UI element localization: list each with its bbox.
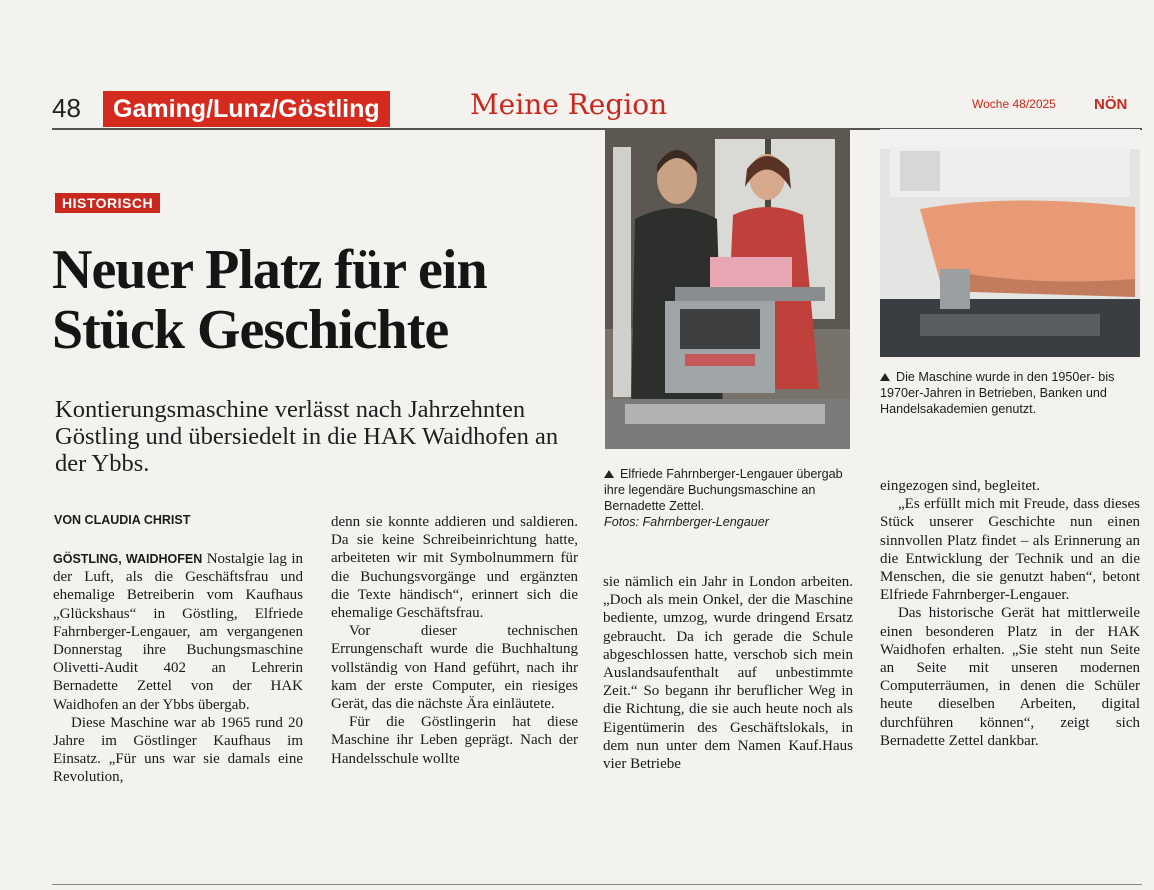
paragraph: „Es erfüllt mich mit Freude, dass dieses Stück unserer Geschichte nun einen sinnvollen Platz findet – als Erinnerung an die Entwicklung der Technik und an die Menschen, die sie genutzt haben“, betont Elfriede Fahrnberger-Lengauer. bbox=[880, 496, 1140, 604]
paragraph: Vor dieser technischen Errungenschaft wurde die Buchhaltung vollständig von Hand geführt, nach ihr kam der erste Computer, ein riesiges Gerät, das die nächste Ära einläutete. bbox=[331, 623, 578, 713]
caption-photo-machine: Die Maschine wurde in den 1950er- bis 1970er-Jahren in Betrieben, Banken und Handelsakademien genutzt. bbox=[880, 370, 1115, 416]
paragraph: Diese Maschine war ab 1965 rund 20 Jahre im Göstlinger Kaufhaus im Einsatz. „Für uns war sie damals eine Revolution, bbox=[53, 714, 303, 786]
paragraph: eingezogen sind, begleitet. bbox=[880, 478, 1040, 494]
photo-handover bbox=[605, 129, 850, 449]
dateline: GÖSTLING, WAIDHOFEN bbox=[53, 552, 203, 566]
photo-credit: Fotos: Fahrnberger-Lengauer bbox=[604, 515, 769, 529]
paragraph bbox=[53, 550, 303, 714]
brand-logo: NÖN bbox=[1094, 96, 1128, 113]
topic-tag: HISTORISCH bbox=[55, 193, 160, 213]
paragraph: Für die Göstlingerin hat diese Maschine ihr Leben geprägt. Nach der Handelsschule wollte bbox=[331, 714, 578, 767]
subheadline: Kontierungsmaschine verlässt nach Jahrzehnten Göstling und übersiedelt in die HAK Waidhofen an der Ybbs. bbox=[55, 396, 559, 477]
caption-photo-handover: Elfriede Fahrnberger-Lengauer übergab ihre legendäre Buchungsmaschine an Bernadette Zettel. Fotos: Fahrnberger-Lengauer bbox=[604, 467, 843, 529]
page-number: 48 bbox=[52, 93, 81, 123]
triangle-up-icon bbox=[880, 373, 890, 381]
bottom-rule bbox=[52, 884, 1142, 885]
paragraph: denn sie konnte addieren und saldieren. Da sie keine Schreibeinrichtung hatte, arbeiteten wir mit Symbolnummern für die Buchungsvorgänge und ergänzten die Texte händisch“, erinnert sich die ehemalige Geschäftsfrau. bbox=[331, 514, 578, 622]
triangle-up-icon bbox=[604, 470, 614, 478]
article-column-2 bbox=[331, 513, 578, 768]
article-column-4 bbox=[880, 477, 1140, 750]
article-column-1 bbox=[53, 550, 303, 787]
region-label: Meine Region bbox=[470, 88, 668, 121]
paragraph-text: Nostalgie lag in der Luft, als die Geschäftsfrau und ehemalige Betreiberin vom Kaufhaus „Glückshaus“ in Göstling, Elfriede Fahrnberger-Lengauer, am vergangenen Donnerstag ihre Buchungsmaschine Olivetti-Audit 402 an Lehrerin Bernadette Zettel von der HAK Waidhofen an der Ybbs übergab. bbox=[53, 551, 304, 713]
headline: Neuer Platz für ein Stück Geschichte bbox=[52, 239, 487, 361]
paragraph: sie nämlich ein Jahr in London arbeiten. „Doch als mein Onkel, der die Maschine bediente, umzog, wurde dringend Ersatz gebraucht. Da ich gerade die Schule abgeschlossen hatte, verschob sich mein Auslandsaufenthalt auf unbestimmte Zeit.“ So begann ihr beruflicher Weg in die Richtung, die sie auch heute noch als Eigentümerin des Geschäftslokals, in dem nun unter dem Namen Kauf.Haus vier Betriebe bbox=[603, 574, 853, 773]
issue-label: Woche 48/2025 bbox=[972, 97, 1056, 111]
section-label: Gaming/Lunz/Göstling bbox=[103, 91, 390, 127]
photo-machine-detail bbox=[880, 129, 1140, 357]
paragraph: Das historische Gerät hat mittlerweile einen besonderen Platz in der HAK Waidhofen erhalten. „Sie steht nun Seite an Seite mit unseren modernen Computerräumen, in denen die Schüler heute dieselben Arbeiten, digital durchführen können“, zeigt sich Bernadette Zettel dankbar. bbox=[880, 605, 1140, 749]
photo-machine-detail-image bbox=[880, 129, 1140, 357]
article-column-3 bbox=[603, 573, 853, 773]
byline: VON CLAUDIA CHRIST bbox=[54, 513, 191, 527]
photo-handover-image bbox=[605, 129, 850, 449]
